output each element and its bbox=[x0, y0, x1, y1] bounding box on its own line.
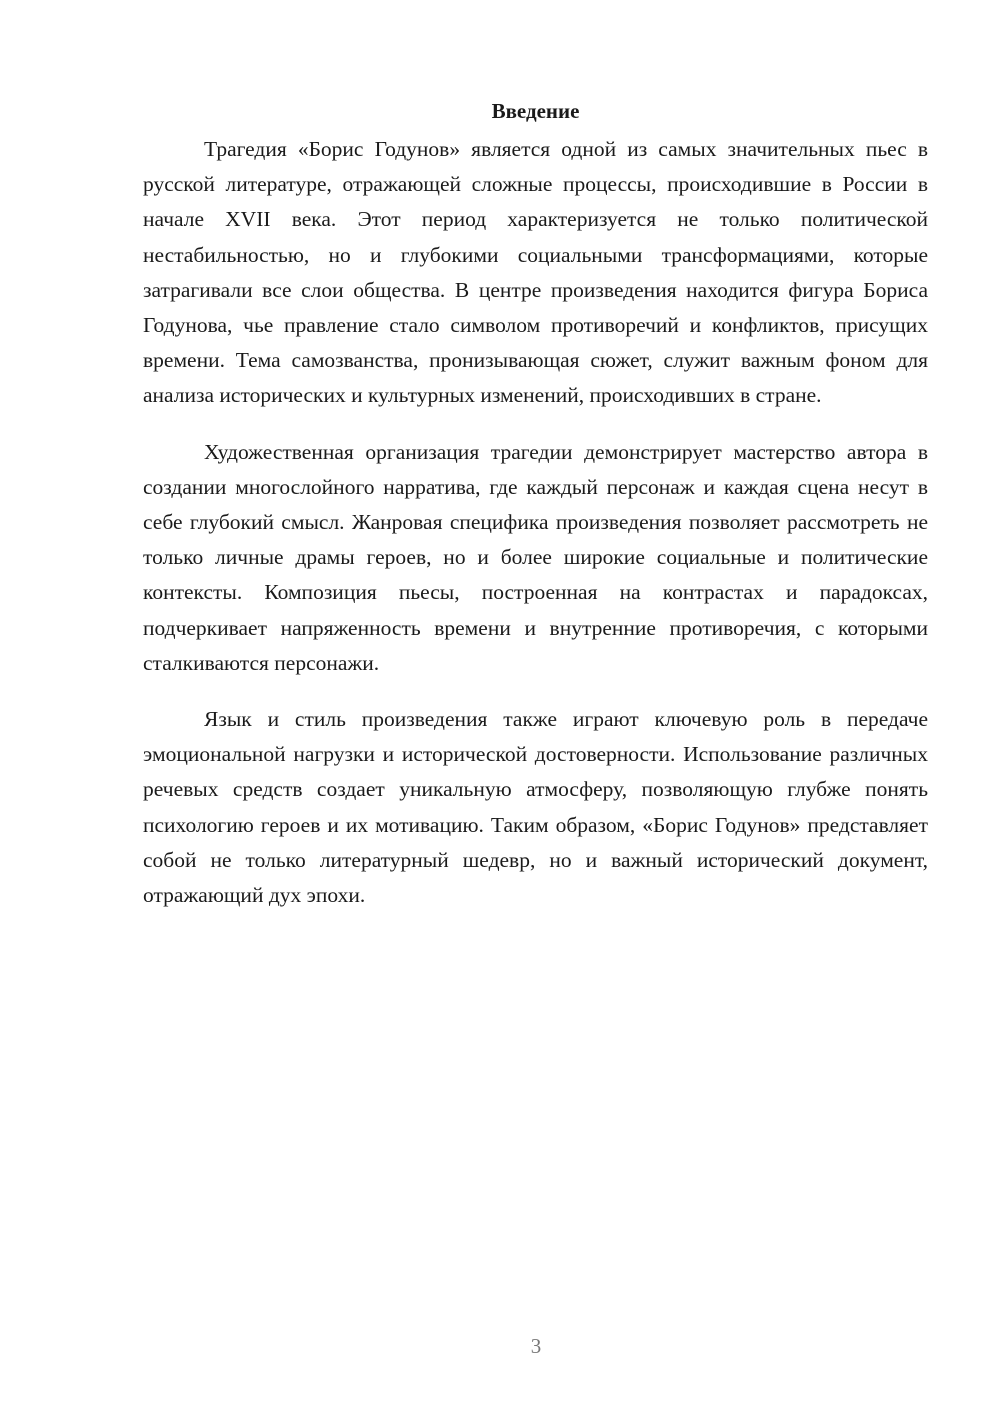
paragraph-1: Трагедия «Борис Годунов» является одной из самых значительных пьес в русской литературе, отражающей сложные процессы, происходившие в России в начале XVII века. Этот период характеризуется не только политической нестабильностью, но и глубокими социальными трансформациями, которые затрагивали все слои общества. В центре произведения находится фигура Бориса Годунова, чье правление стало символом противоречий и конфликтов, присущих времени. Тема самозванства, пронизывающая сюжет, служит важным фоном для анализа исторических и культурных изменений, происходивших в стране. bbox=[143, 137, 928, 408]
page-content bbox=[143, 96, 928, 934]
page-number: 3 bbox=[530, 1334, 542, 1358]
paragraph-3: Язык и стиль произведения также играют ключевую роль в передаче эмоциональной нагрузки и исторической достоверности. Использование различных речевых средств создает уникальную атмосферу, позволяющую глубже понять психологию героев и их мотивацию. Таким образом, «Борис Годунов» представляет собой не только литературный шедевр, но и важный исторический документ, отражающий дух эпохи. bbox=[143, 707, 928, 908]
paragraph-2: Художественная организация трагедии демонстрирует мастерство автора в создании многослойного нарратива, где каждый персонаж и каждая сцена несут в себе глубокий смысл. Жанровая специфика произведения позволяет рассмотреть не только личные драмы героев, но и более широкие социальные и политические контексты. Композиция пьесы, построенная на контрастах и парадоксах, подчеркивает напряженность времени и внутренние противоречия, с которыми сталкиваются персонажи. bbox=[143, 439, 928, 675]
section-title: Введение bbox=[491, 99, 580, 123]
